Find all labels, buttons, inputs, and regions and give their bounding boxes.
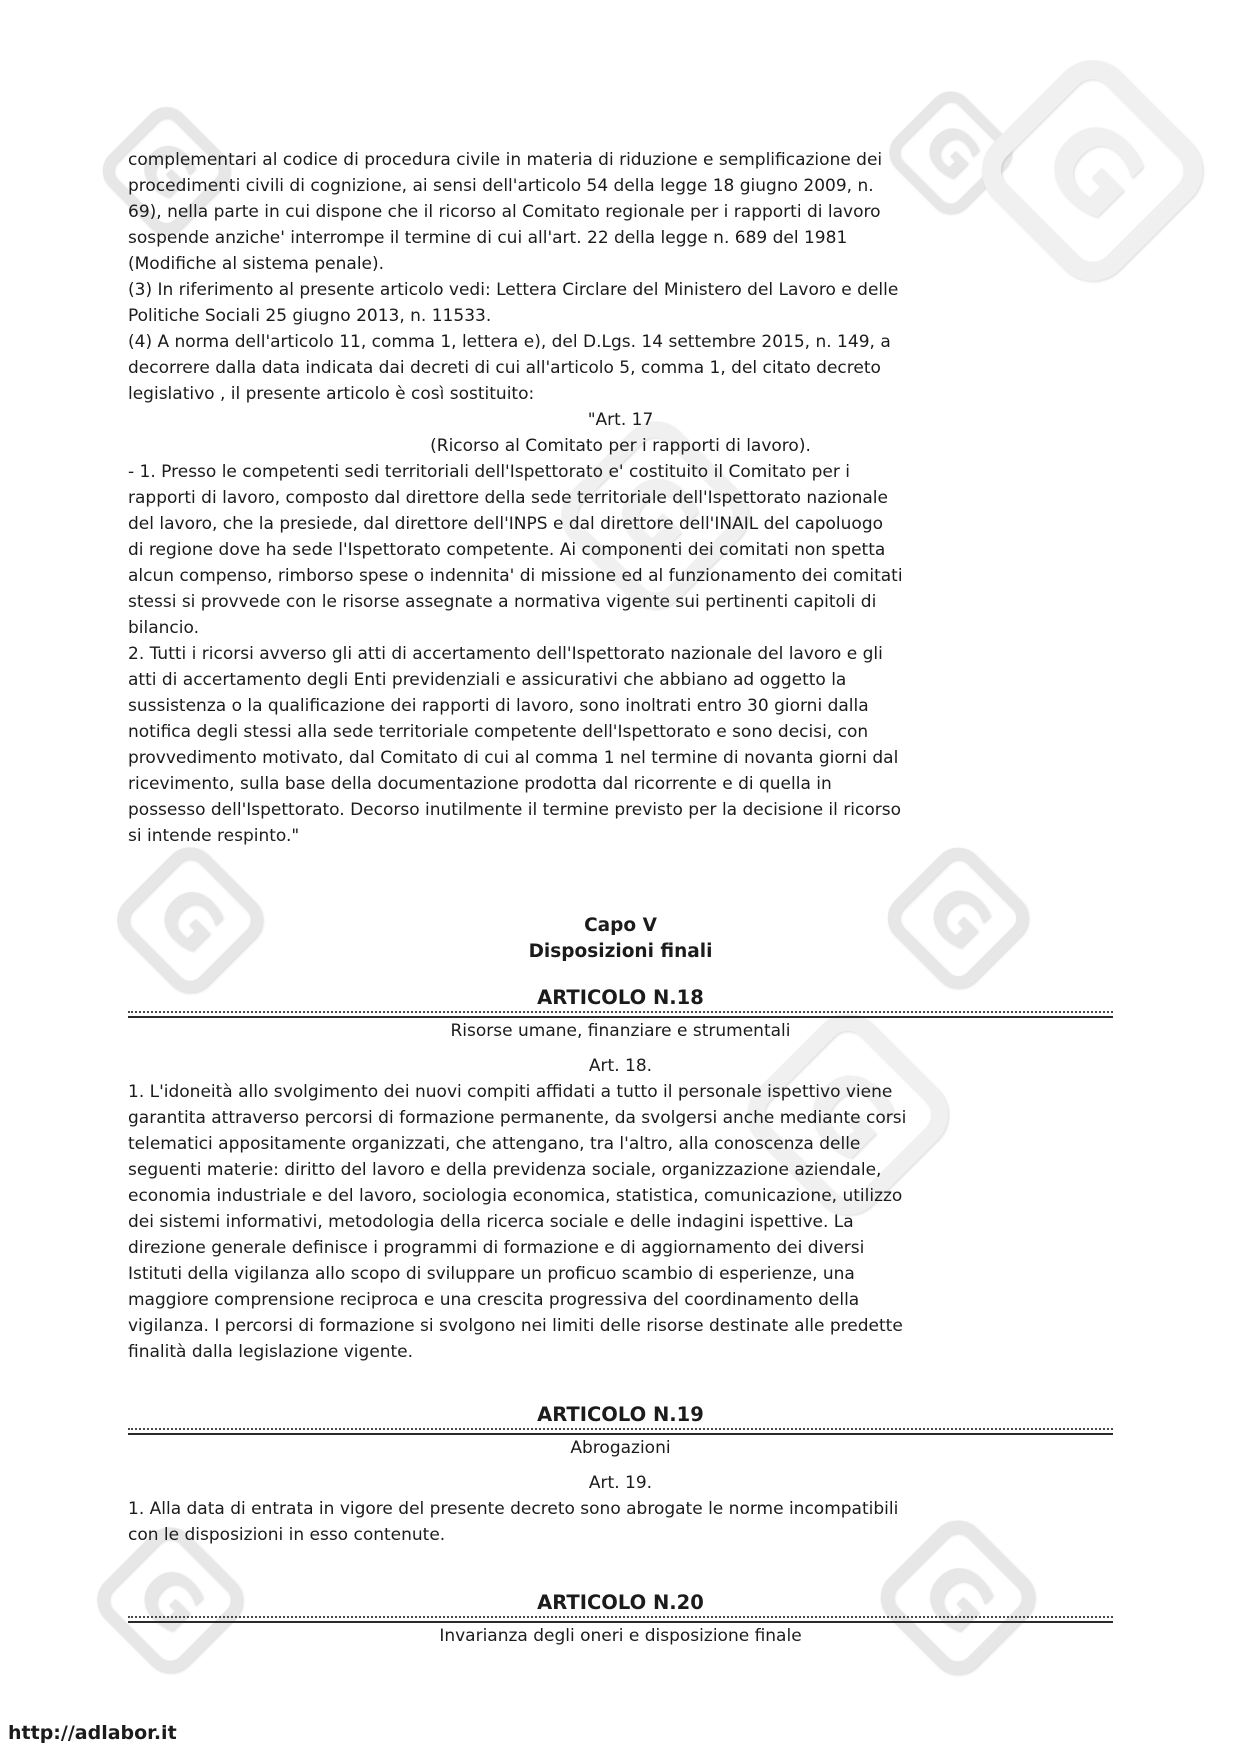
spacer bbox=[128, 1365, 1113, 1402]
text-line: decorrere dalla data indicata dai decreti di cui all'articolo 5, comma 1, del citato decreto bbox=[128, 358, 881, 378]
text-line: direzione generale definisce i programmi di formazione e di aggiornamento dei diversi bbox=[128, 1238, 865, 1258]
spacer bbox=[128, 1044, 1113, 1053]
text-line: garantita attraverso percorsi di formazione permanente, da svolgersi anche mediante corsi bbox=[128, 1108, 907, 1128]
text-line: (4) A norma dell'articolo 11, comma 1, lettera e), del D.Lgs. 14 settembre 2015, n. 149, a bbox=[128, 332, 891, 352]
text-line: telematici appositamente organizzati, che attengano, tra l'altro, alla conoscenza delle bbox=[128, 1134, 861, 1154]
text-line: maggiore comprensione reciproca e una crescita progressiva del coordinamento della bbox=[128, 1290, 860, 1310]
text-line: rapporti di lavoro, composto dal direttore della sede territoriale dell'Ispettorato nazionale bbox=[128, 488, 888, 508]
centered-text-block bbox=[128, 913, 1113, 965]
article-heading-title: ARTICOLO N.18 bbox=[537, 986, 704, 1009]
text-line: 1. L'idoneità allo svolgimento dei nuovi compiti affidati a tutto il personale ispettivo viene bbox=[128, 1082, 893, 1102]
paragraph-block bbox=[128, 147, 1113, 407]
watermark-g-letter: G bbox=[140, 870, 240, 970]
text-line: si intende respinto." bbox=[128, 826, 300, 846]
spacer bbox=[128, 965, 1113, 985]
centered-text-block bbox=[128, 407, 1113, 459]
article-heading bbox=[128, 1402, 1113, 1435]
text-line: Istituti della vigilanza allo scopo di sviluppare un proficuo scambio di esperienze, una bbox=[128, 1264, 855, 1284]
text-line: "Art. 17 bbox=[587, 410, 654, 430]
text-line: bilancio. bbox=[128, 618, 200, 638]
centered-text-block bbox=[128, 1435, 1113, 1461]
watermark-g-letter: G bbox=[778, 1045, 918, 1185]
text-line: Capo V bbox=[584, 915, 657, 936]
heading-rule bbox=[128, 1616, 1113, 1623]
text-line: del lavoro, che la presiede, dal direttore dell'INPS e dal direttore dell'INAIL del capoluogo bbox=[128, 514, 884, 534]
centered-text-block bbox=[128, 1623, 1113, 1649]
text-line: (3) In riferimento al presente articolo vedi: Lettera Circlare del Ministero del Lavoro e delle bbox=[128, 280, 899, 300]
text-line: Invarianza degli oneri e disposizione finale bbox=[439, 1626, 802, 1646]
text-line: Risorse umane, finanziare e strumentali bbox=[450, 1021, 791, 1041]
spacer bbox=[128, 1548, 1113, 1590]
text-line: 1. Alla data di entrata in vigore del presente decreto sono abrogate le norme incompatibili bbox=[128, 1499, 899, 1519]
text-line: notifica degli stessi alla sede territoriale competente dell'Ispettorato e sono decisi, con bbox=[128, 722, 869, 742]
text-line: (Ricorso al Comitato per i rapporti di lavoro). bbox=[430, 436, 811, 456]
text-line: vigilanza. I percorsi di formazione si svolgono nei limiti delle risorse destinate alle predette bbox=[128, 1316, 903, 1336]
text-line: legislativo , il presente articolo è così sostituito: bbox=[128, 384, 535, 404]
text-line: complementari al codice di procedura civile in materia di riduzione e semplificazione dei bbox=[128, 150, 883, 170]
text-line: alcun compenso, rimborso spese o indennita' di missione ed al funzionamento dei comitati bbox=[128, 566, 903, 586]
text-line: 69), nella parte in cui dispone che il ricorso al Comitato regionale per i rapporti di lavoro bbox=[128, 202, 881, 222]
article-heading-title: ARTICOLO N.20 bbox=[537, 1591, 704, 1614]
watermark-g-letter: G bbox=[590, 450, 720, 580]
text-line: sussistenza o la qualificazione dei rapporti di lavoro, sono inoltrati entro 30 giorni dalla bbox=[128, 696, 869, 716]
spacer bbox=[128, 1461, 1113, 1470]
text-line: Art. 19. bbox=[588, 1473, 653, 1493]
text-line: Abrogazioni bbox=[570, 1438, 671, 1458]
text-line: 2. Tutti i ricorsi avverso gli atti di accertamento dell'Ispettorato nazionale del lavoro e gli bbox=[128, 644, 883, 664]
text-line: dei sistemi informativi, metodologia della ricerca sociale e delle indagini ispettive. La bbox=[128, 1212, 854, 1232]
text-line: procedimenti civili di cognizione, ai sensi dell'articolo 54 della legge 18 giugno 2009, n. bbox=[128, 176, 874, 196]
centered-text-block bbox=[128, 1053, 1113, 1079]
article-heading bbox=[128, 1590, 1113, 1623]
paragraph-block bbox=[128, 1079, 1113, 1365]
heading-rule bbox=[128, 1011, 1113, 1018]
footer-url[interactable]: http://adlabor.it bbox=[8, 1722, 177, 1744]
document-body bbox=[128, 147, 1113, 1652]
text-line: Disposizioni finali bbox=[528, 941, 713, 962]
text-line: (Modifiche al sistema penale). bbox=[128, 254, 385, 274]
text-line: stessi si provvede con le risorse assegnate a normativa vigente sui pertinenti capitoli di bbox=[128, 592, 877, 612]
text-line: con le disposizioni in esso contenute. bbox=[128, 1525, 446, 1545]
watermark-g-letter: G bbox=[907, 109, 993, 195]
text-line: ricevimento, sulla base della documentazione prodotta dal ricorrente e di quella in bbox=[128, 774, 832, 794]
text-line: Politiche Sociali 25 giugno 2013, n. 11533. bbox=[128, 306, 492, 326]
text-line: - 1. Presso le competenti sedi territoriali dell'Ispettorato e' costituito il Comitato per i bbox=[128, 462, 850, 482]
text-line: possesso dell'Ispettorato. Decorso inutilmente il termine previsto per la decisione il ricorso bbox=[128, 800, 901, 820]
watermark-g-letter: G bbox=[122, 125, 211, 214]
article-heading-title: ARTICOLO N.19 bbox=[537, 1403, 704, 1426]
text-line: economia industriale e del lavoro, sociologia economica, statistica, comunicazione, utilizzo bbox=[128, 1186, 903, 1206]
spacer bbox=[128, 849, 1113, 913]
centered-text-block bbox=[128, 1018, 1113, 1044]
watermark-g-letter: G bbox=[904, 1544, 1012, 1652]
watermark-g-letter: G bbox=[910, 869, 1007, 966]
text-line: sospende anziche' interrompe il termine di cui all'art. 22 della legge n. 689 del 1981 bbox=[128, 228, 848, 248]
text-line: finalità dalla legislazione vigente. bbox=[128, 1342, 414, 1362]
heading-rule bbox=[128, 1428, 1113, 1435]
text-line: provvedimento motivato, dal Comitato di cui al comma 1 nel termine di novanta giorni dal bbox=[128, 748, 899, 768]
paragraph-block bbox=[128, 1496, 1113, 1548]
text-line: atti di accertamento degli Enti previdenziali e assicurativi che abbiano ad oggetto la bbox=[128, 670, 847, 690]
centered-text-block bbox=[128, 1470, 1113, 1496]
text-line: seguenti materie: diritto del lavoro e della previdenza sociale, organizzazione aziendale, bbox=[128, 1160, 882, 1180]
watermark-g-letter: G bbox=[1016, 94, 1168, 246]
article-heading bbox=[128, 985, 1113, 1018]
text-line: Art. 18. bbox=[588, 1056, 653, 1076]
watermark-g-letter: G bbox=[120, 1550, 220, 1650]
paragraph-block bbox=[128, 459, 1113, 849]
text-line: di regione dove ha sede l'Ispettorato competente. Ai componenti dei comitati non spetta bbox=[128, 540, 886, 560]
